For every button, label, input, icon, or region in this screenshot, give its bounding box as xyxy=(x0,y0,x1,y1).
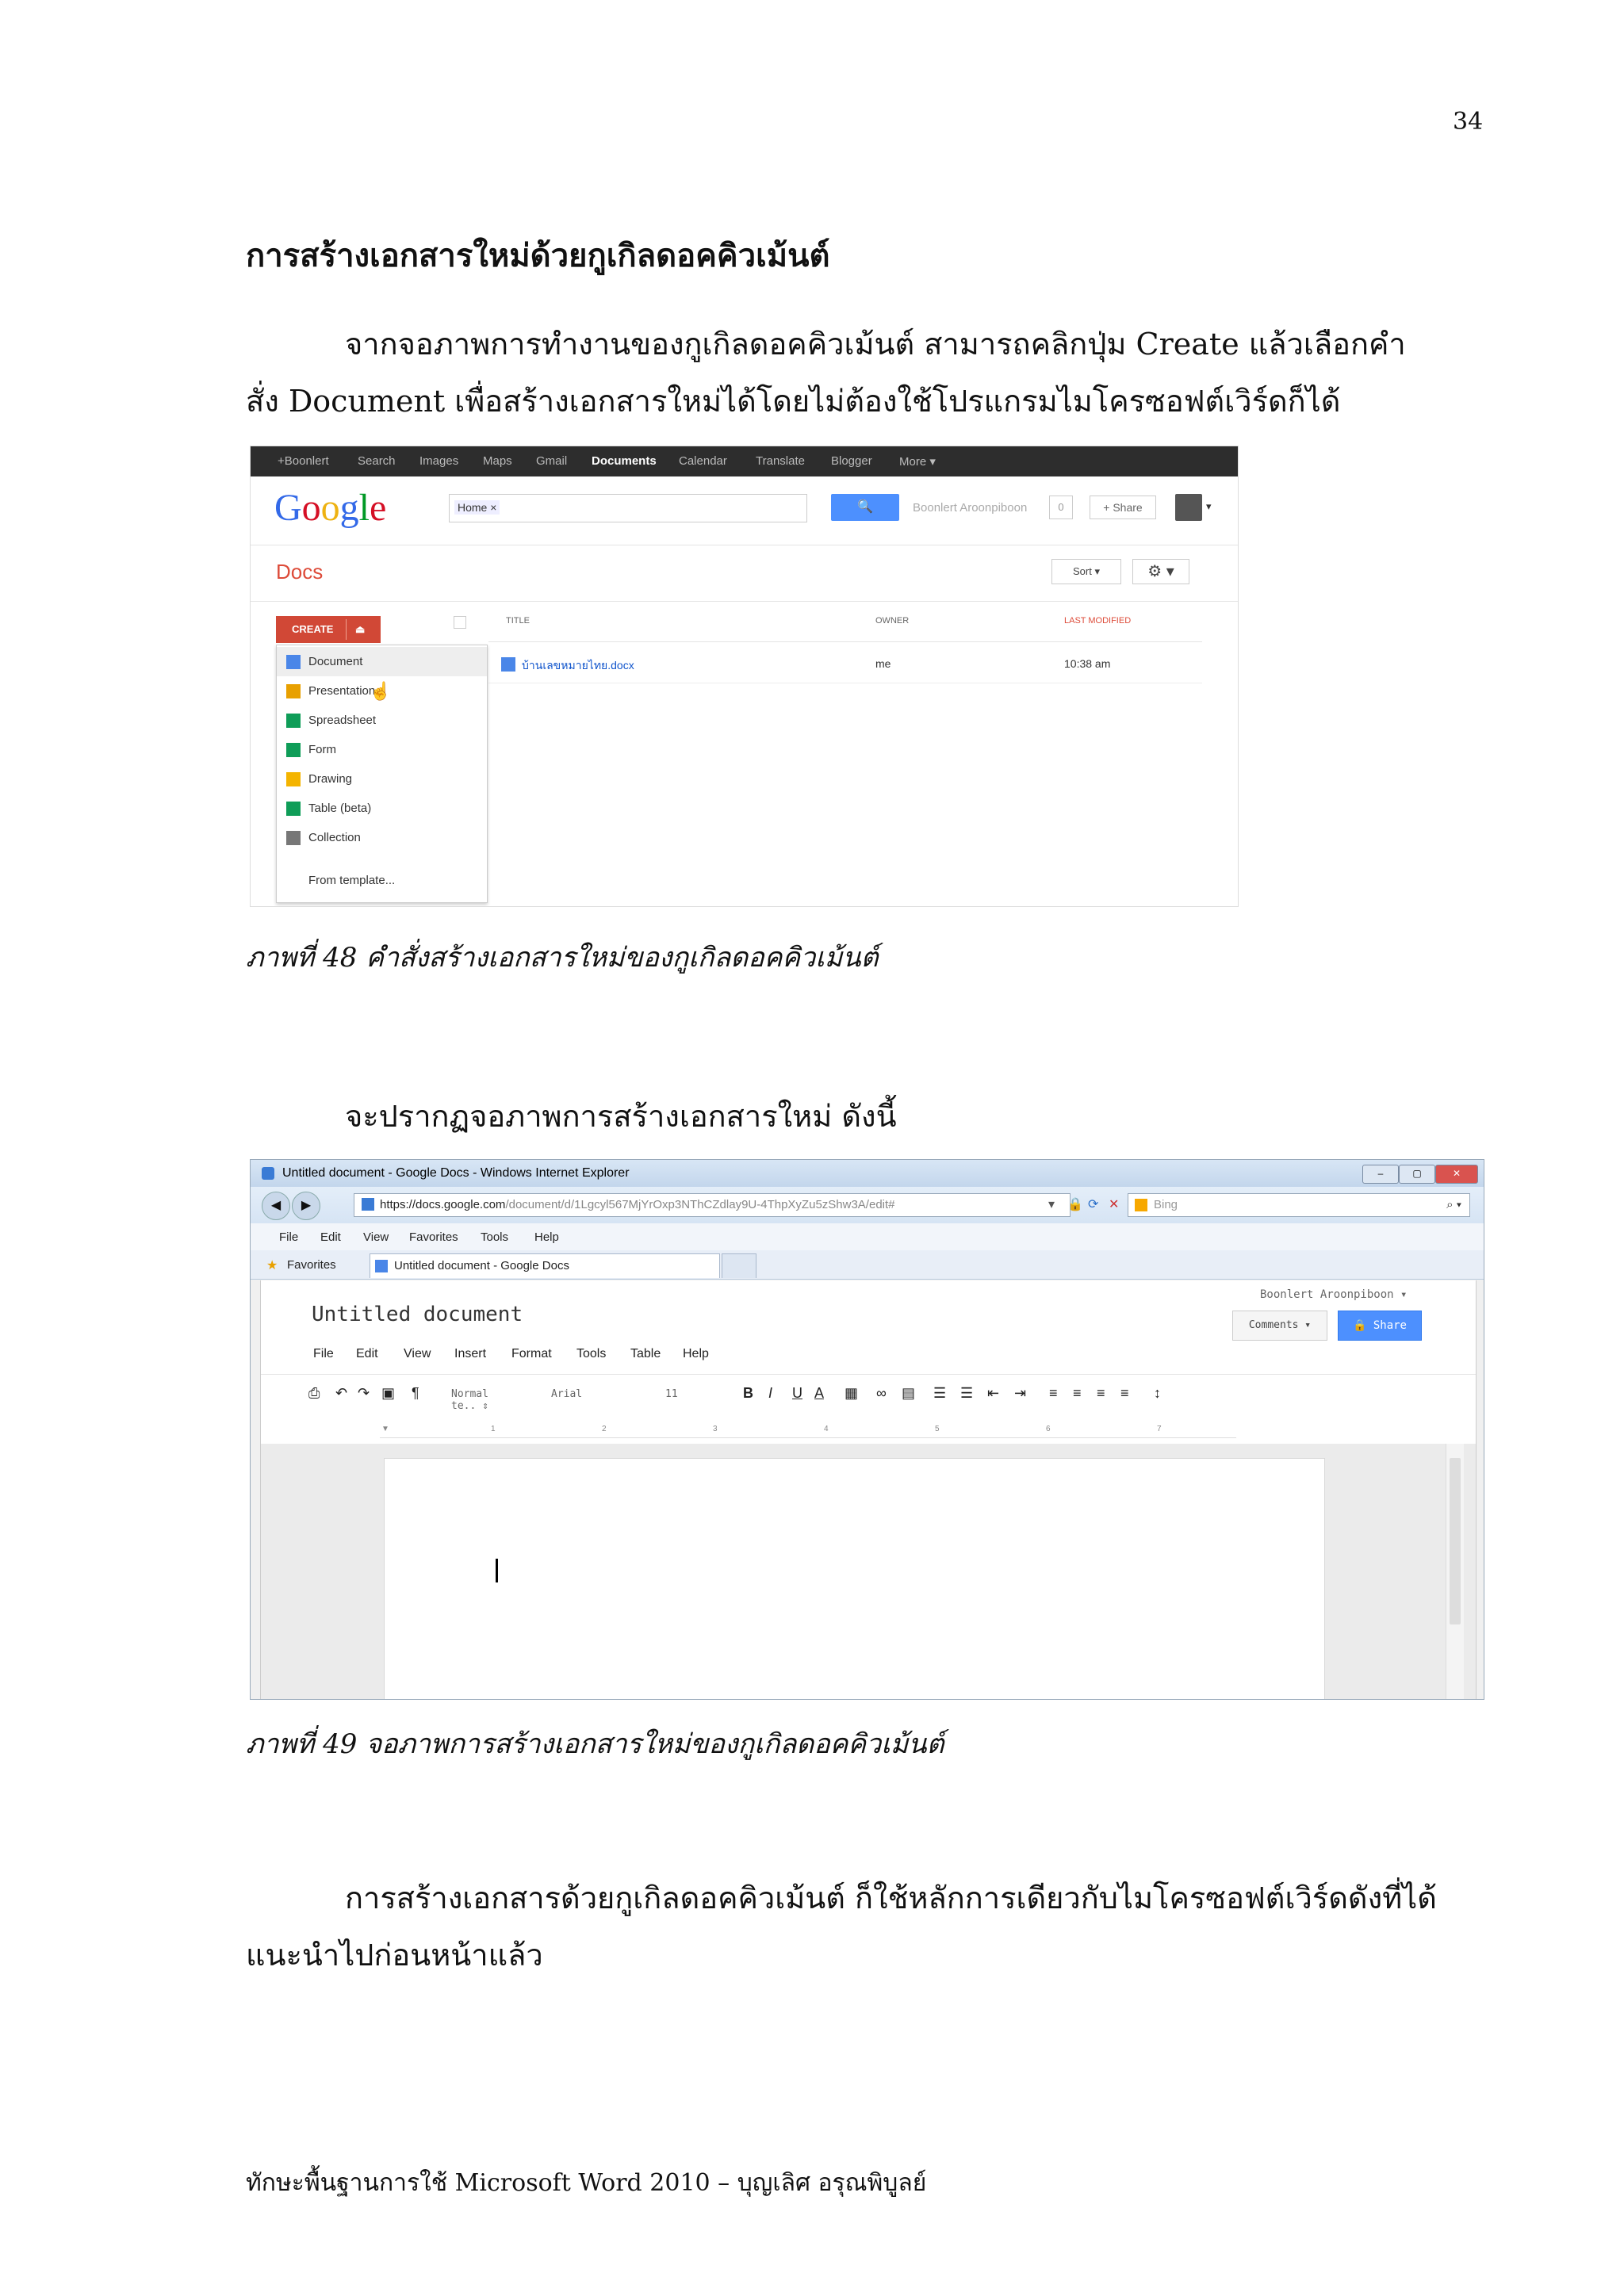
browser-tab[interactable]: Untitled document - Google Docs xyxy=(370,1253,720,1278)
sort-button[interactable]: Sort ▾ xyxy=(1051,559,1121,584)
column-header-owner[interactable]: OWNER xyxy=(875,616,910,626)
topbar-item[interactable]: More ▾ xyxy=(899,455,936,469)
menu-item-spreadsheet[interactable]: Spreadsheet xyxy=(277,706,487,735)
menu-item-presentation[interactable]: Presentation xyxy=(277,676,487,706)
text-cursor xyxy=(496,1559,498,1582)
menu-item-form[interactable]: Form xyxy=(277,735,487,764)
doc-menu-table[interactable]: Table xyxy=(630,1347,661,1360)
google-top-bar xyxy=(251,446,1238,476)
search-button[interactable] xyxy=(831,494,899,521)
search-icon[interactable]: ⌕ ▾ xyxy=(1446,1198,1461,1211)
menu-item-from-template[interactable]: From template... xyxy=(308,874,396,887)
doc-menu-insert[interactable]: Insert xyxy=(454,1347,487,1360)
menu-item-document[interactable]: Document xyxy=(277,647,487,676)
doc-user[interactable]: Boonlert Aroonpiboon ▾ xyxy=(1260,1288,1408,1301)
topbar-item-documents[interactable]: Documents xyxy=(592,454,657,468)
bullet-list-icon[interactable]: ☰ xyxy=(960,1385,974,1401)
share-button[interactable]: + Share xyxy=(1090,496,1156,519)
docs-label[interactable]: Docs xyxy=(276,560,324,584)
topbar-item[interactable]: Calendar xyxy=(679,454,727,468)
favorites-button[interactable]: Favorites xyxy=(287,1258,336,1272)
search-input[interactable] xyxy=(449,494,807,522)
menu-tools[interactable]: Tools xyxy=(481,1230,509,1244)
url-input[interactable]: https://docs.google.com/document/d/1Lgcyl567MjYrOxp3NThCZdlay9U-4ThpXyZu5zShw3A/edit# xyxy=(354,1193,1071,1217)
text-color-icon[interactable]: A xyxy=(814,1385,825,1401)
document-icon xyxy=(501,657,515,672)
font-select[interactable]: Arial xyxy=(551,1388,583,1400)
doc-modified: 10:38 am xyxy=(1064,657,1111,670)
comments-button[interactable]: Comments ▾ xyxy=(1232,1311,1327,1341)
window-title: Untitled document - Google Docs - Windows Internet Explorer xyxy=(282,1166,630,1180)
increase-indent-icon[interactable]: ⇥ xyxy=(1014,1385,1027,1401)
ruler-indent-icon[interactable]: ▼ xyxy=(381,1425,389,1433)
align-right-icon[interactable]: ≡ xyxy=(1097,1385,1105,1401)
bold-icon[interactable]: B xyxy=(743,1385,753,1401)
chevron-down-icon[interactable]: ▾ xyxy=(1206,500,1212,512)
document-page[interactable] xyxy=(384,1458,1325,1700)
menu-edit[interactable]: Edit xyxy=(320,1230,341,1244)
spreadsheet-icon xyxy=(286,714,301,728)
google-docs-screenshot xyxy=(250,446,1239,907)
ie-menu-bar xyxy=(251,1223,1484,1250)
address-bar xyxy=(251,1187,1484,1223)
ie-google-docs-screenshot xyxy=(250,1159,1484,1700)
google-docs-icon xyxy=(375,1260,388,1272)
maximize-button[interactable]: ▢ xyxy=(1399,1165,1435,1184)
presentation-icon xyxy=(286,684,301,698)
menu-item-table[interactable]: Table (beta) xyxy=(277,794,487,823)
menu-favorites[interactable]: Favorites xyxy=(409,1230,458,1244)
close-button[interactable]: ✕ xyxy=(1435,1165,1478,1184)
menu-item-drawing[interactable]: Drawing xyxy=(277,764,487,794)
google-logo: Google xyxy=(274,487,387,529)
align-left-icon[interactable]: ≡ xyxy=(1049,1385,1058,1401)
upload-icon[interactable]: ⏏ xyxy=(355,623,366,635)
figure-caption-49: ภาพที่ 49 จอภาพการสร้างเอกสารใหม่ของกูเกิลดอคคิวเม้นต์ xyxy=(246,1728,944,1760)
page-number: 34 xyxy=(1453,108,1484,136)
paint-format-icon[interactable]: ¶ xyxy=(412,1385,419,1401)
paragraph-intro: จากจอภาพการทำงานของกูเกิลดอคคิวเม้นต์ สามารถคลิกปุ่ม Create แล้วเลือกคำสั่ง Document เพื่อสร้างเอกสารใหม่ได้โดยไม่ต้องใช้โปรแกรมไมโครซอฟต์เวิร์ดก็ได้ xyxy=(246,327,1406,419)
create-button[interactable]: CREATE ⏏ xyxy=(276,616,381,643)
doc-menu-help[interactable]: Help xyxy=(683,1347,709,1360)
scrollbar-thumb[interactable] xyxy=(1450,1458,1461,1624)
align-center-icon[interactable]: ≡ xyxy=(1073,1385,1082,1401)
doc-menu-file[interactable]: File xyxy=(313,1347,334,1360)
bing-icon xyxy=(1135,1199,1147,1211)
menu-file[interactable]: File xyxy=(279,1230,299,1244)
underline-icon[interactable]: U xyxy=(792,1385,802,1401)
vertical-scrollbar[interactable] xyxy=(1446,1444,1464,1700)
topbar-item[interactable]: Images xyxy=(419,454,459,468)
page-icon xyxy=(362,1198,374,1211)
star-icon: ★ xyxy=(266,1259,278,1272)
paste-format-icon[interactable]: ▣ xyxy=(381,1385,396,1401)
doc-name[interactable]: บ้านเลขหมายไทย.docx xyxy=(522,659,634,672)
refresh-icon[interactable]: ⟳ xyxy=(1088,1198,1099,1211)
topbar-item[interactable]: Maps xyxy=(483,454,512,468)
user-name[interactable]: Boonlert Aroonpiboon xyxy=(913,501,1028,515)
menu-item-collection[interactable]: Collection xyxy=(277,823,487,852)
menu-help[interactable]: Help xyxy=(534,1230,559,1244)
form-icon xyxy=(286,743,301,757)
decrease-indent-icon[interactable]: ⇤ xyxy=(987,1385,1000,1401)
menu-view[interactable]: View xyxy=(363,1230,389,1244)
figure-caption-48: ภาพที่ 48 คำสั่งสร้างเอกสารใหม่ของกูเกิลดอคคิวเม้นต์ xyxy=(246,942,879,974)
google-doc-editor xyxy=(260,1280,1477,1700)
ie-icon xyxy=(262,1167,274,1180)
footer: ทักษะพื้นฐานการใช้ Microsoft Word 2010 – บุญเลิศ อรุณพิบูลย์ xyxy=(246,2169,927,2197)
drawing-icon xyxy=(286,772,301,786)
search-input[interactable]: Bing ⌕ ▾ xyxy=(1128,1193,1470,1217)
topbar-item[interactable]: Search xyxy=(358,454,396,468)
paragraph-conclusion: การสร้างเอกสารด้วยกูเกิลดอคคิวเม้นต์ ก็ใช้หลักการเดียวกับไมโครซอฟต์เวิร์ดดังที่ได้แนะนำไปก่อนหน้าแล้ว xyxy=(246,1881,1437,1973)
window-title-bar xyxy=(251,1160,1484,1187)
share-button[interactable]: 🔒 Share xyxy=(1338,1311,1422,1341)
divider xyxy=(251,601,1238,602)
hand-cursor-icon: ☝ xyxy=(370,681,392,701)
doc-owner: me xyxy=(875,657,891,670)
forward-icon[interactable]: ▶ xyxy=(292,1192,320,1220)
search-icon: 🔍 xyxy=(857,500,873,514)
section-title: การสร้างเอกสารใหม่ด้วยกูเกิลดอคคิวเม้นต์ xyxy=(246,237,830,274)
undo-icon[interactable]: ↶ xyxy=(335,1385,348,1401)
minimize-button[interactable]: – xyxy=(1362,1165,1399,1184)
topbar-item[interactable]: Translate xyxy=(756,454,805,468)
image-icon[interactable]: ▤ xyxy=(902,1385,916,1401)
line-spacing-icon[interactable]: ↕ xyxy=(1154,1385,1161,1401)
highlight-icon[interactable]: ▦ xyxy=(845,1385,859,1401)
notification-count[interactable]: 0 xyxy=(1049,496,1073,519)
style-select[interactable]: Normal te.. ⇕ xyxy=(451,1388,488,1412)
column-header-title[interactable]: TITLE xyxy=(506,616,530,626)
topbar-item[interactable]: +Boonlert xyxy=(278,454,329,468)
document-icon xyxy=(286,655,301,669)
search-chip-home[interactable]: Home × xyxy=(454,500,500,515)
avatar[interactable] xyxy=(1175,494,1202,521)
link-icon[interactable]: ∞ xyxy=(876,1385,887,1401)
doc-menu-edit[interactable]: Edit xyxy=(356,1347,378,1360)
numbered-list-icon[interactable]: ☰ xyxy=(933,1385,947,1401)
favorites-bar xyxy=(251,1250,1484,1280)
dropdown-icon[interactable]: ▾ xyxy=(1048,1198,1055,1211)
ruler[interactable]: ▼ 1 2 3 4 5 6 7 xyxy=(380,1423,1236,1438)
select-all-checkbox[interactable] xyxy=(454,616,466,629)
folder-icon xyxy=(286,831,301,845)
doc-title[interactable]: Untitled document xyxy=(312,1303,523,1326)
gear-icon[interactable]: ⚙ ▾ xyxy=(1132,559,1189,584)
table-row[interactable] xyxy=(501,656,1215,679)
stop-icon[interactable]: ✕ xyxy=(1109,1198,1120,1211)
doc-menu-view[interactable]: View xyxy=(404,1347,431,1360)
topbar-item[interactable]: Gmail xyxy=(536,454,568,468)
size-select[interactable]: 11 xyxy=(665,1388,678,1400)
redo-icon[interactable]: ↷ xyxy=(358,1385,370,1401)
print-icon[interactable]: ⎙ xyxy=(308,1385,320,1401)
doc-menu-tools[interactable]: Tools xyxy=(576,1347,607,1360)
paragraph-new-document: จะปรากฏจอภาพการสร้างเอกสารใหม่ ดังนี้ xyxy=(345,1099,897,1134)
topbar-item[interactable]: Blogger xyxy=(831,454,872,468)
lock-icon[interactable]: 🔒 xyxy=(1067,1198,1083,1211)
italic-icon[interactable]: I xyxy=(768,1385,773,1401)
back-icon[interactable]: ◀ xyxy=(262,1192,290,1220)
column-header-modified[interactable]: LAST MODIFIED xyxy=(1064,616,1132,626)
justify-icon[interactable]: ≡ xyxy=(1120,1385,1129,1401)
table-icon xyxy=(286,802,301,816)
doc-menu-format[interactable]: Format xyxy=(511,1347,552,1360)
new-tab-button[interactable] xyxy=(722,1253,756,1278)
